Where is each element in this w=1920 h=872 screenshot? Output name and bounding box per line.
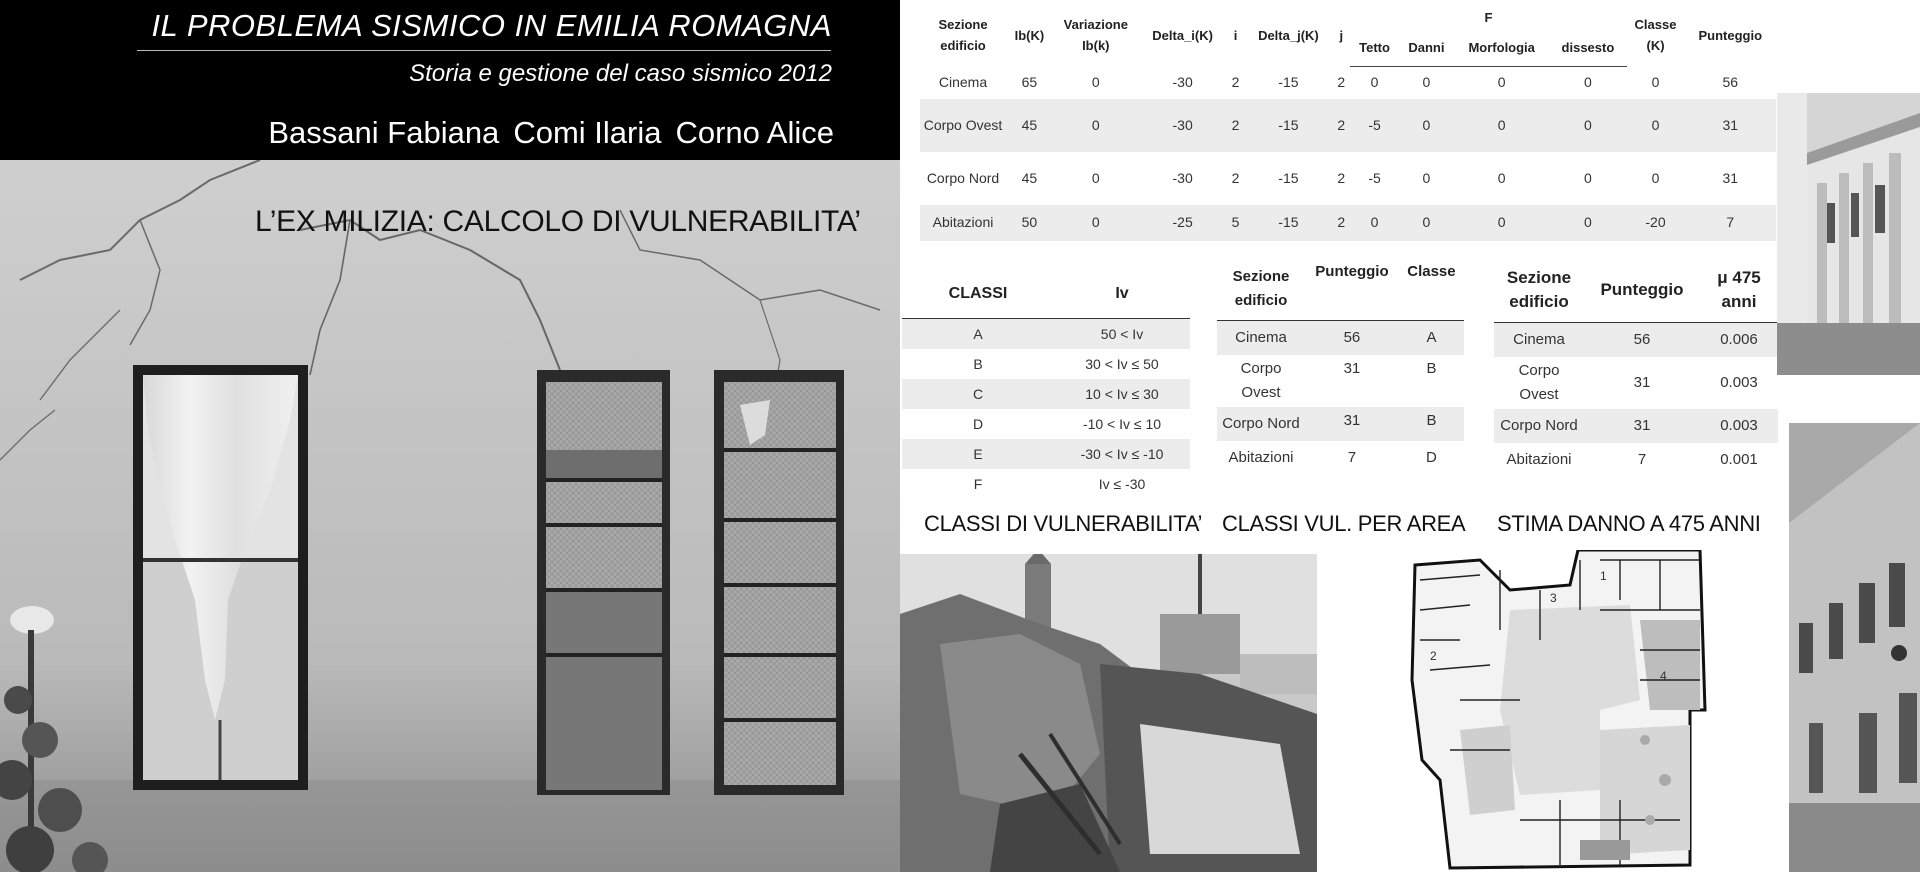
- table-cell: 0: [1399, 205, 1454, 241]
- table-cell: 2: [1231, 169, 1240, 186]
- column-header: Iv: [1054, 270, 1190, 319]
- table-cell: -30: [1172, 169, 1193, 186]
- table-cell: 0.006: [1700, 323, 1778, 358]
- table-cell: 56: [1584, 323, 1700, 358]
- table-cell: Corpo Ovest: [920, 99, 1006, 152]
- table-cell: -5: [1350, 99, 1398, 152]
- table-row: [902, 349, 1190, 379]
- table-cell: -20: [1627, 205, 1685, 241]
- table-cell: -30: [1172, 74, 1193, 90]
- table-cell: 50 < Iv: [1054, 319, 1190, 350]
- table-cell: 0.003: [1720, 374, 1758, 391]
- table-cell: 31: [1633, 374, 1651, 391]
- table-cell: 56: [1305, 321, 1399, 356]
- author-name: Corno Alice: [675, 115, 834, 150]
- wall-photo-drawing: [0, 160, 900, 872]
- table-cell: -5: [1368, 169, 1381, 186]
- column-header: Classe (K): [1634, 17, 1677, 54]
- table-row: [902, 319, 1190, 350]
- table-cell: 0: [1584, 169, 1592, 186]
- table-cell: 0: [1651, 169, 1660, 186]
- table-cell: Cinema: [1217, 321, 1305, 356]
- table-row: [902, 439, 1190, 469]
- author-name: Bassani Fabiana: [268, 115, 500, 150]
- caption-vulnerability-classes: CLASSI DI VULNERABILITA’: [924, 511, 1203, 536]
- table-cell: Corpo Nord: [1217, 407, 1305, 441]
- table-cell: 5: [1226, 205, 1244, 241]
- table-cell: 0: [1370, 74, 1379, 91]
- table-cell: Iv ≤ -30: [1098, 476, 1146, 492]
- table-cell: 45: [1021, 169, 1038, 186]
- column-group-header: F: [1484, 10, 1493, 25]
- floor-plan-label: 3: [1550, 591, 1557, 605]
- column-header: μ 475 anni: [1700, 258, 1778, 323]
- table-cell: 2: [1337, 74, 1346, 90]
- table-cell: 0: [1627, 99, 1685, 152]
- slide-heading: L’EX MILIZIA: CALCOLO DI VULNERABILITA’: [255, 205, 861, 238]
- caption-damage-estimate: STIMA DANNO A 475 ANNI: [1497, 511, 1761, 536]
- column-header: Morfologia: [1454, 28, 1549, 67]
- table-cell: 45: [1006, 99, 1053, 152]
- table-cell: 0.001: [1720, 451, 1758, 468]
- table-cell: 0: [1651, 74, 1660, 90]
- table-cell: D: [972, 416, 984, 432]
- damage-estimate-table: [1494, 258, 1778, 477]
- table-cell: 0: [1584, 74, 1592, 91]
- table-cell: -10 < Iv ≤ 10: [1082, 416, 1162, 432]
- table-row: [920, 67, 1776, 99]
- author-name: Comi Ilaria: [513, 115, 662, 150]
- column-header: Delta_j(K): [1258, 27, 1319, 43]
- table-row: [1217, 441, 1464, 475]
- floor-plan-drawing: [1400, 550, 1718, 872]
- table-row: [920, 205, 1776, 241]
- table-cell: 56: [1722, 74, 1739, 90]
- header-banner: [0, 0, 900, 160]
- table-cell: 2: [1337, 169, 1346, 186]
- table-row: [1494, 323, 1778, 358]
- caption-classes-per-area: CLASSI VUL. PER AREA: [1222, 511, 1466, 536]
- table-cell: 31: [1685, 99, 1776, 152]
- table-cell: A: [1399, 321, 1464, 356]
- building-facade-drawing: [1777, 93, 1920, 375]
- table-cell: Abitazioni: [1506, 451, 1572, 468]
- table-cell: 2: [1231, 74, 1240, 90]
- table-cell: 0: [1422, 74, 1431, 91]
- floor-plan-label: 1: [1600, 569, 1607, 583]
- table-cell: 0: [1422, 169, 1431, 186]
- table-cell: 0: [1497, 169, 1506, 186]
- table-cell: 2: [1332, 205, 1350, 241]
- table-cell: D: [1426, 449, 1437, 466]
- table-row: [1217, 355, 1464, 407]
- table-row: [902, 409, 1190, 439]
- table-cell: B: [1399, 407, 1464, 441]
- floor-plan-label: 2: [1430, 649, 1437, 663]
- table-cell: -30 < Iv ≤ -10: [1054, 439, 1190, 469]
- table-cell: 31: [1343, 360, 1361, 377]
- table-cell: Abitazioni: [920, 205, 1006, 241]
- table-row: [1494, 443, 1778, 477]
- table-cell: 0: [1549, 99, 1626, 152]
- table-cell: Corpo Ovest: [1518, 362, 1560, 403]
- table-cell: -25: [1139, 205, 1227, 241]
- table-cell: Cinema: [938, 74, 988, 90]
- vulnerability-score-table: [920, 4, 1776, 241]
- column-header: j: [1339, 27, 1344, 43]
- table-row: [1494, 409, 1778, 443]
- table-row: [1217, 321, 1464, 356]
- street-building-drawing: [1789, 423, 1920, 872]
- table-cell: 10 < Iv ≤ 30: [1054, 379, 1190, 409]
- column-header: Sezione edificio: [1217, 258, 1305, 321]
- authors: [254, 115, 834, 151]
- table-cell: Abitazioni: [1228, 449, 1294, 466]
- table-cell: Corpo Nord: [1494, 409, 1584, 443]
- table-cell: 50: [1006, 205, 1053, 241]
- floor-plan-label: 4: [1660, 669, 1667, 683]
- column-header: CLASSI: [902, 270, 1054, 319]
- column-header: Delta_i(K): [1152, 27, 1213, 43]
- table-row: [1494, 357, 1778, 409]
- vulnerability-classes-table: [902, 270, 1190, 499]
- table-cell: 0: [1091, 74, 1100, 90]
- column-header: Sezione edificio: [1494, 258, 1584, 323]
- table-row: [902, 379, 1190, 409]
- table-cell: B: [973, 356, 983, 372]
- table-cell: 0: [1350, 205, 1398, 241]
- table-cell: 0: [1399, 99, 1454, 152]
- column-header: Punteggio: [1584, 258, 1700, 323]
- header-divider: [137, 50, 831, 51]
- table-cell: A: [902, 319, 1054, 350]
- presentation-title: IL PROBLEMA SISMICO IN EMILIA ROMAGNA: [151, 8, 832, 43]
- column-header: Danni: [1399, 28, 1454, 67]
- table-cell: 0: [1454, 99, 1549, 152]
- table-cell: B: [1426, 360, 1437, 377]
- table-row: [902, 469, 1190, 499]
- column-header: i: [1233, 27, 1238, 43]
- table-cell: Corpo Ovest: [1240, 360, 1282, 401]
- table-cell: -15: [1278, 74, 1299, 90]
- table-cell: 7: [1637, 451, 1647, 468]
- table-cell: 7: [1685, 205, 1776, 241]
- class-per-area-table: [1217, 258, 1464, 475]
- table-cell: F: [973, 476, 983, 492]
- column-header: Sezione edificio: [938, 17, 988, 54]
- table-cell: 65: [1021, 74, 1038, 90]
- table-cell: -15: [1245, 99, 1333, 152]
- building-facade-photo: [1777, 93, 1920, 375]
- table-cell: 31: [1305, 407, 1399, 441]
- column-header: Tetto: [1350, 28, 1398, 67]
- table-row: [1217, 407, 1464, 441]
- column-header: Punteggio: [1698, 27, 1763, 43]
- table-cell: 0.003: [1700, 409, 1778, 443]
- table-cell: 30 < Iv ≤ 50: [1085, 356, 1159, 372]
- damaged-building-photo: [900, 554, 1317, 872]
- column-header: Variazione Ib(k): [1063, 17, 1128, 54]
- table-cell: 0: [1549, 205, 1626, 241]
- table-cell: Corpo Nord: [926, 169, 1000, 186]
- column-header: Ib(K): [1014, 27, 1045, 43]
- column-header: dissesto: [1549, 28, 1626, 67]
- table-cell: 0: [1497, 74, 1506, 91]
- table-cell: 31: [1722, 169, 1739, 186]
- table-cell: -15: [1245, 205, 1333, 241]
- column-header: Punteggio: [1305, 258, 1399, 321]
- table-cell: 0: [1454, 205, 1549, 241]
- table-cell: C: [902, 379, 1054, 409]
- table-cell: 31: [1584, 409, 1700, 443]
- table-cell: 7: [1347, 449, 1357, 466]
- table-cell: 0: [1091, 169, 1100, 186]
- table-cell: E: [902, 439, 1054, 469]
- table-cell: 2: [1332, 99, 1350, 152]
- table-cell: -15: [1278, 169, 1299, 186]
- table-row: [920, 152, 1776, 205]
- wall-photo: [0, 160, 900, 872]
- floor-plan-svg: [1400, 550, 1718, 872]
- column-header: Classe: [1399, 258, 1464, 321]
- table-cell: -30: [1139, 99, 1227, 152]
- street-building-photo: [1789, 423, 1920, 872]
- table-cell: 0: [1053, 99, 1139, 152]
- table-cell: 2: [1226, 99, 1244, 152]
- table-cell: 0: [1053, 205, 1139, 241]
- presentation-subtitle: Storia e gestione del caso sismico 2012: [409, 60, 832, 87]
- damaged-building-drawing: [900, 554, 1317, 872]
- table-cell: Cinema: [1494, 323, 1584, 358]
- table-row: [920, 99, 1776, 152]
